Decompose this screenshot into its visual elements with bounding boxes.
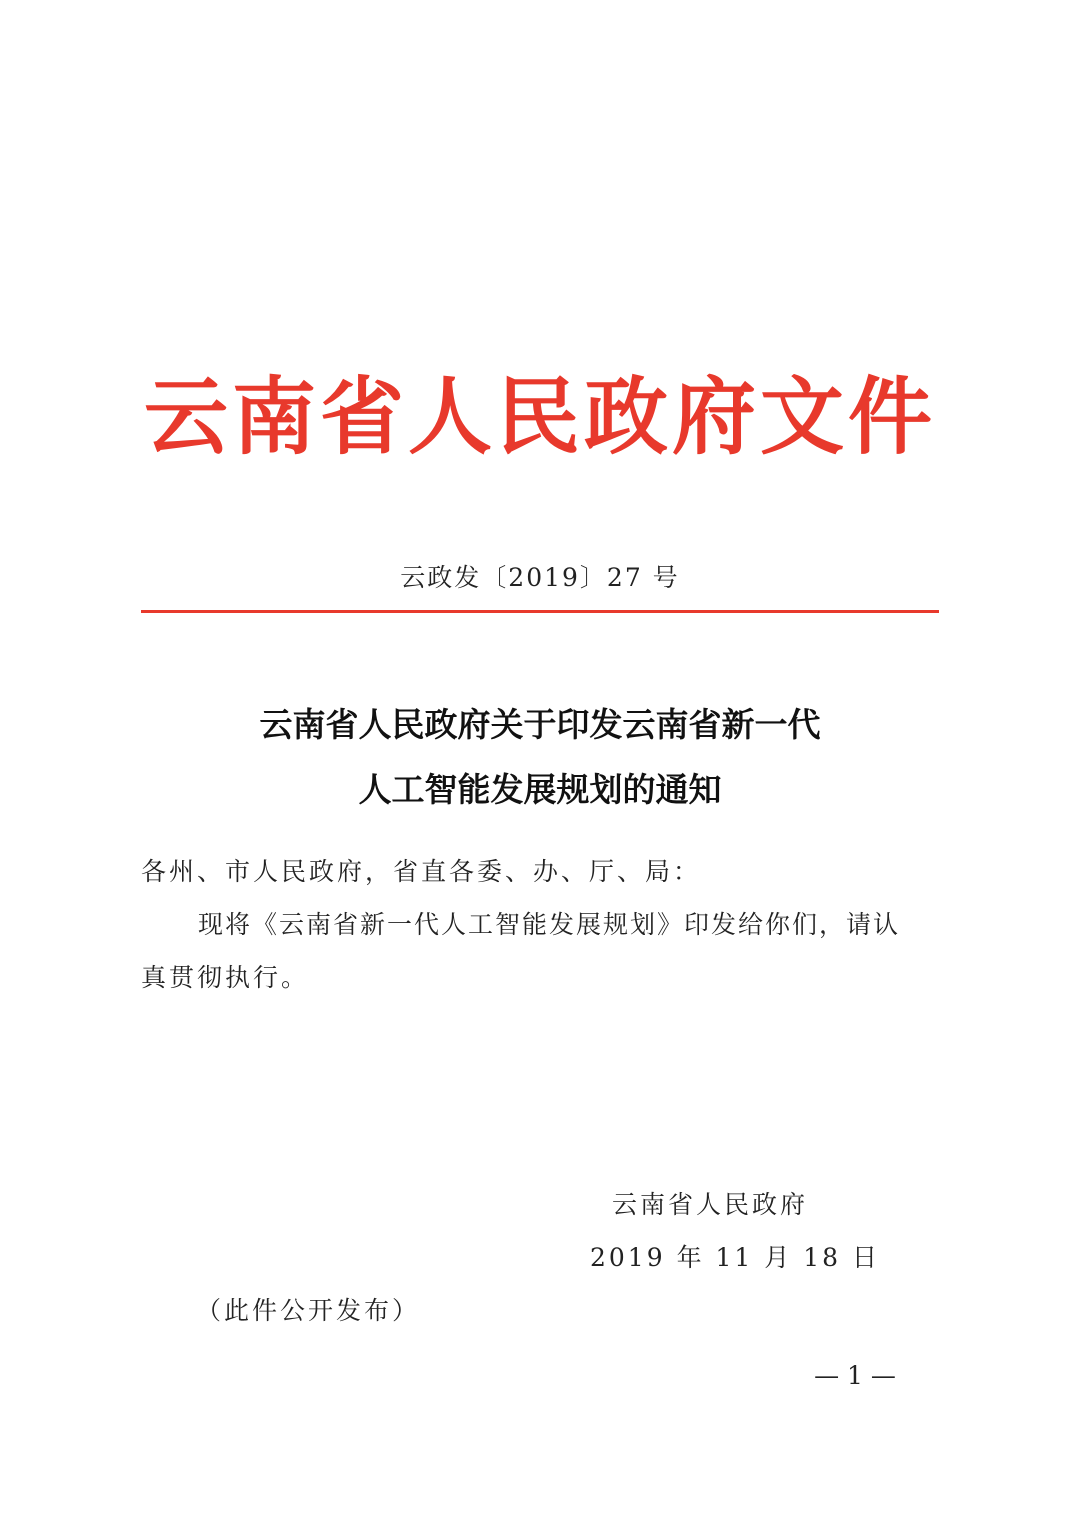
document-number: 云政发〔2019〕27 号 [400,563,680,592]
publication-note: （此件公开发布） [196,1296,421,1325]
issue-date: 2019 年 11 月 18 日 [590,1243,880,1272]
salutation: 各州、市人民政府，省直各委、办、厅、局： [141,857,702,886]
page-number: — 1 — [814,1361,896,1390]
notice-title-line-1: 云南省人民政府关于印发云南省新一代 [259,705,821,744]
notice-title-line-2: 人工智能发展规划的通知 [358,770,722,809]
body-paragraph-line-1: 现将《云南省新一代人工智能发展规划》印发给你们，请认 [198,910,901,939]
red-divider-line [141,610,939,613]
masthead-title: 云南省人民政府文件 [143,367,936,466]
body-paragraph-line-2: 真贯彻执行。 [141,963,310,992]
issuer-signature: 云南省人民政府 [612,1190,809,1219]
